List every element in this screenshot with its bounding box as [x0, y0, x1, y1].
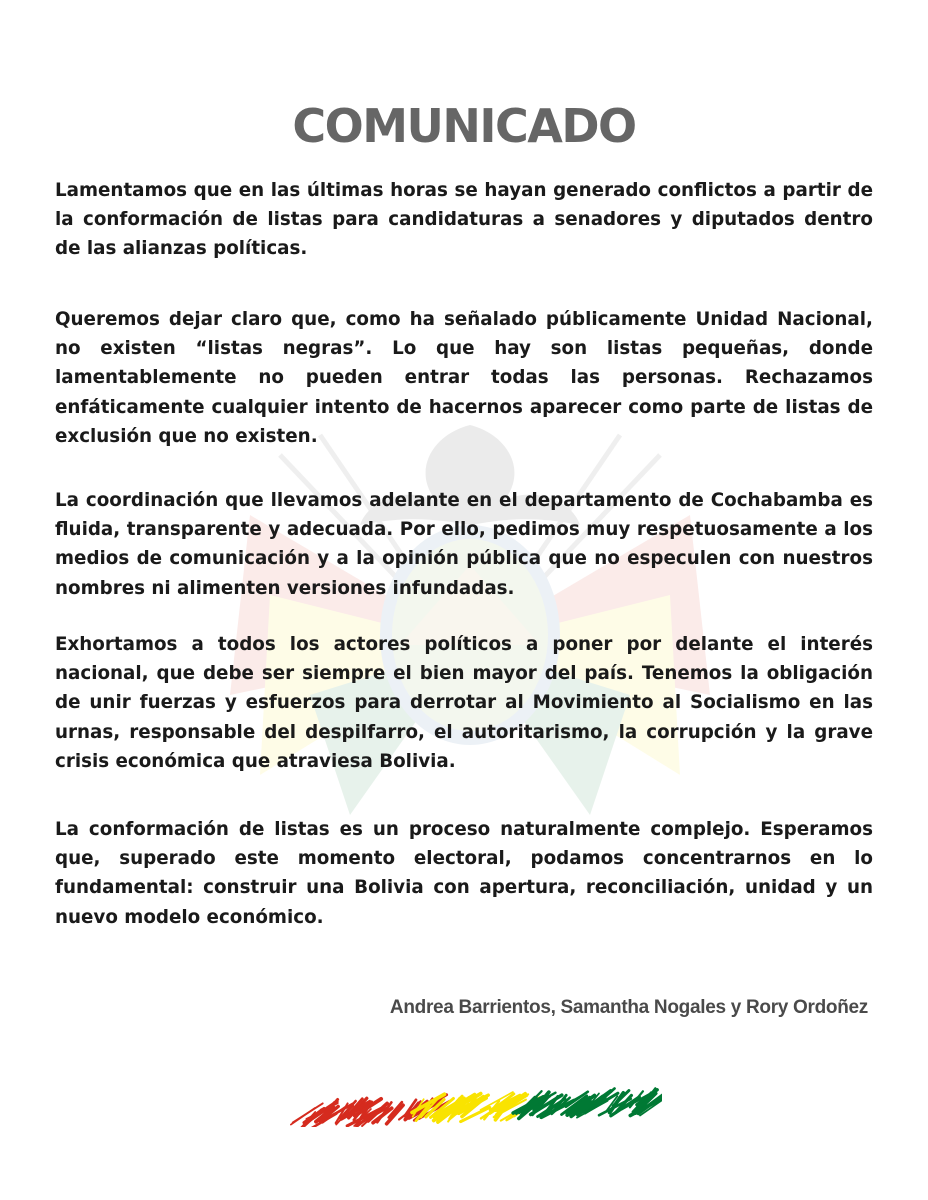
paragraph: Queremos dejar claro que, como ha señalado públicamente Unidad Nacional, no existen “listas negras”. Lo que hay son listas pequeñas, donde lamentablemente no pueden entrar todas las personas. Rechazamos enfáticamente cualquier intento de hacernos aparecer como parte de listas de exclusión que no existen.: [55, 309, 873, 447]
paragraph: La conformación de listas es un proceso naturalmente complejo. Esperamos que, superado este momento electoral, podamos concentrarnos en lo fundamental: construir una Bolivia con apertura, reconciliación, unidad y un nuevo modelo económico.: [55, 819, 873, 928]
bolivian-flag-brushstroke-icon: [290, 1085, 662, 1127]
paragraph: Lamentamos que en las últimas horas se hayan generado conflictos a partir de la conformación de listas para candidaturas a senadores y diputados dentro de las alianzas políticas.: [55, 180, 873, 260]
signature: Andrea Barrientos, Samantha Nogales y Rory Ordoñez: [389, 997, 868, 1018]
paragraph: La coordinación que llevamos adelante en el departamento de Cochabamba es fluida, transparente y adecuada. Por ello, pedimos muy respetuosamente a los medios de comunicación y a la opinión pública que no especulen con nuestros nombres ni alimenten versiones infundadas.: [55, 490, 873, 599]
page-title: COMUNICADO: [292, 98, 636, 153]
paragraph: Exhortamos a todos los actores políticos a poner por delante el interés nacional, que debe ser siempre el bien mayor del país. Tenemos la obligación de unir fuerzas y esfuerzos para derrotar al Movimiento al Socialismo en las urnas, responsable del despilfarro, el autoritarismo, la corrupción y la grave crisis económica que atraviesa Bolivia.: [55, 634, 873, 772]
